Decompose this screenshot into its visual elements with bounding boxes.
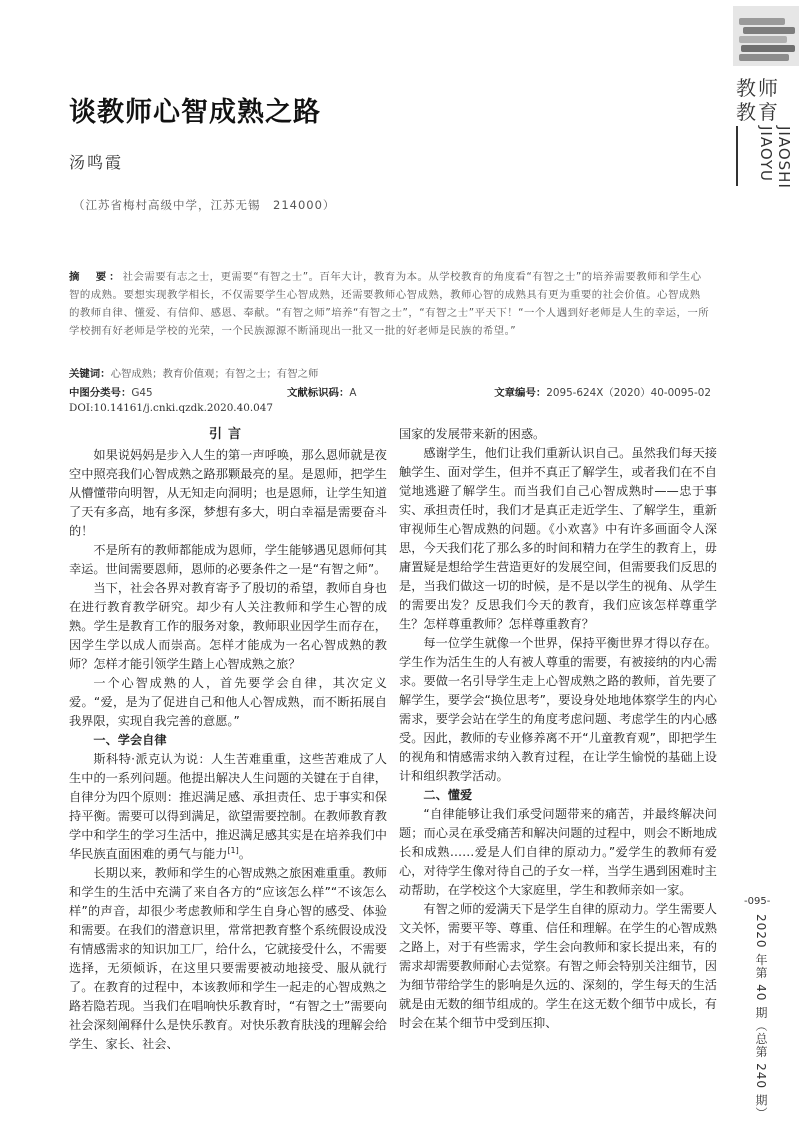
keywords-text: 心智成熟；教育价值观；有智之士；有智之师 [110,368,319,380]
article-id: 文章编号：2095-624X（2020）40-0095-02 [494,387,711,399]
section-label-cn [736,76,784,124]
section-heading-2: 二、懂爱 [423,788,473,802]
abstract [69,268,711,340]
page-number: -095- [744,896,771,907]
article-title: 谈教师心智成熟之路 [69,97,321,128]
intro-heading: 引言 [208,427,247,442]
body-column-right [399,425,717,1033]
section-heading-1: 一、学会自律 [93,733,167,747]
paragraph: 感谢学生，他们让我们重新认识自己。虽然我们每天接触学生、面对学生，但并不真正了解学生，或者我们在不自觉地逃避了解学生。而当我们自己心智成熟时——忠于事实、承担责任时，我们才是真正走近学生、了解学生，重新审视师生心智成熟的问题。《小欢喜》中有许多画面令人深思，今天我们花了那么多的时间和精力在学生的教育上，毋庸置疑是想给学生营造更好的发展空间，但需要我们反思的是，当我们做这一切的时候，是不是以学生的视角、从学生的需要出发？反思我们今天的教育，我们应该怎样尊重学生？怎样尊重教师？怎样尊重教育？ [399,446,717,631]
doi: DOI:10.14161/j.cnki.qzdk.2020.40.047 [69,402,273,414]
section-label-en [757,126,793,189]
paragraph: 国家的发展带来新的困惑。 [399,427,546,441]
paragraph: 斯科特·派克认为说：人生苦难重重，这些苦难成了人生中的一系列问题。他提出解决人生问题的关键在于自律，自律分为四个原则：推迟满足感、承担责任、忠于事实和保持平衡。需要可以得到满足，欲望需要控制。在教师教育教学中和学生的学习生活中，推迟满足感其实是在培养我们中华民族直面困难的勇气与能力[1]。 [69,752,387,861]
keywords-label: 关键词： [69,368,111,380]
body-column-left [69,425,387,1054]
paragraph: 长期以来，教师和学生的心智成熟之旅困难重重。教师和学生的生活中充满了来自各方的“应该怎么样”“不该怎么样”的声音，却很少考虑教师和学生自身心智的感受、体验和需要。在我们的潜意识里，常常把教育整个系统假设成没有情感需求的知识加工厂，给什么，它就接受什么，不需要选择，无须倾诉，在这里只要需要被动地接受、服从就行了。在教育的过程中，本该教师和学生一起走的心智成熟之路若隐若现。当我们在唱响快乐教育时，“有智之士”需要向社会深刻阐释什么是快乐教育。对快乐教育肤浅的理解会给学生、家长、社会、 [69,866,387,1051]
abstract-text: 社会需要有志之士，更需要“有智之士”。百年大计，教育为本。从学校教育的角度看“有智之士”的培养需要教师和学生心智的成熟。要想实现教学相长，不仅需要学生心智成熟，还需要教师心智成熟，教师心智的成熟具有更为重要的社会价值。心智成熟的教师自律、懂爱、有信仰、感恩、奉献。“有智之师”培养“有智之士”，“有智之士”平天下！“一个人遇到好老师是人生的幸运，一所学校拥有好老师是学校的光荣，一个民族源源不断涌现出一批又一批的好老师是民族的希望。” [69,271,710,337]
paragraph: 如果说妈妈是步入人生的第一声呼唤，那么恩师就是夜空中照亮我们心智成熟之路那颗最亮的星。是恩师，把学生从懵懂带向明智，从无知走向洞明；也是恩师，让学生知道了天有多高，地有多深，梦想有多大，明白幸福是需要奋斗的！ [69,448,387,538]
paragraph: 每一位学生就像一个世界，保持平衡世界才得以存在。学生作为活生生的人有被人尊重的需要，有被接纳的内心需求。要做一名引导学生走上心智成熟之路的教师，首先要了解学生，要学会“换位思考”，要设身处地地体察学生的内心需求，要学会站在学生的角度考虑问题、考虑学生的内心感受。因此，教师的专业修养离不开“儿童教育观”，即把学生的视角和情感需求纳入教育过程，在让学生愉悦的基础上设计和组织教学活动。 [399,636,717,783]
section-en-line2: JIAOYU [757,126,775,182]
paragraph: 不是所有的教师都能成为恩师，学生能够遇见恩师何其幸运。世间需要恩师，恩师的必要条件之一是“有智之师”。 [69,543,387,576]
clc-number: 中图分类号：G45 [69,387,153,399]
books-photo [733,6,799,66]
paragraph: 有智之师的爱满天下是学生自律的原动力。学生需要人文关怀，需要平等、尊重、信任和理解。在学生的心智成熟之路上，对于有些需求，学生会向教师和家长提出来，有的需求却需要教师耐心去觉察。有智之师会特别关注细节，因为细节带给学生的影响是久远的、深刻的，学生每天的生活就是由无数的细节组成的。学生在这无数个细节中成长，有时会在某个细节中受到压抑、 [399,902,717,1030]
author-affiliation: （江苏省梅村高级中学，江苏无锡 214000） [73,198,336,212]
paragraph: 当下，社会各界对教育寄予了殷切的希望，教师自身也在进行教育教学研究。却少有人关注教师和学生心智的成熟。学生是教育工作的服务对象，教师职业因学生而存在，因学生学以成人而崇高。怎样才能成为一名心智成熟的教师？怎样才能引领学生踏上心智成熟之旅？ [69,581,387,671]
paragraph: 一个心智成熟的人，首先要学会自律，其次定义爱。“爱，是为了促进自己和他人心智成熟，而不断拓展自我界限，实现自我完善的意愿。” [69,676,387,728]
section-cn-line1: 教师 [736,76,780,100]
section-en-line1: JIAOSHI [775,126,793,189]
abstract-label: 摘 要： [69,271,123,283]
article-author: 汤鸣霞 [69,153,124,172]
citation-1: [1] [227,845,239,855]
document-code: 文献标识码：A [287,387,357,399]
paragraph: “自律能够让我们承受问题带来的痛苦，并最终解决问题；而心灵在承受痛苦和解决问题的过程中，则会不断地成长和成熟……爱是人们自律的原动力。”爱学生的教师有爱心，对待学生像对待自己的子女一样，当学生遇到困难时主动帮助，在学校这个大家庭里，学生和教师亲如一家。 [399,807,717,897]
section-cn-line2: 教育 [736,100,780,124]
issue-info: 2020 年第 40 期（总第 240 期） [754,914,768,1120]
classification-row [69,384,711,400]
section-divider [736,126,738,186]
keywords [69,366,711,382]
